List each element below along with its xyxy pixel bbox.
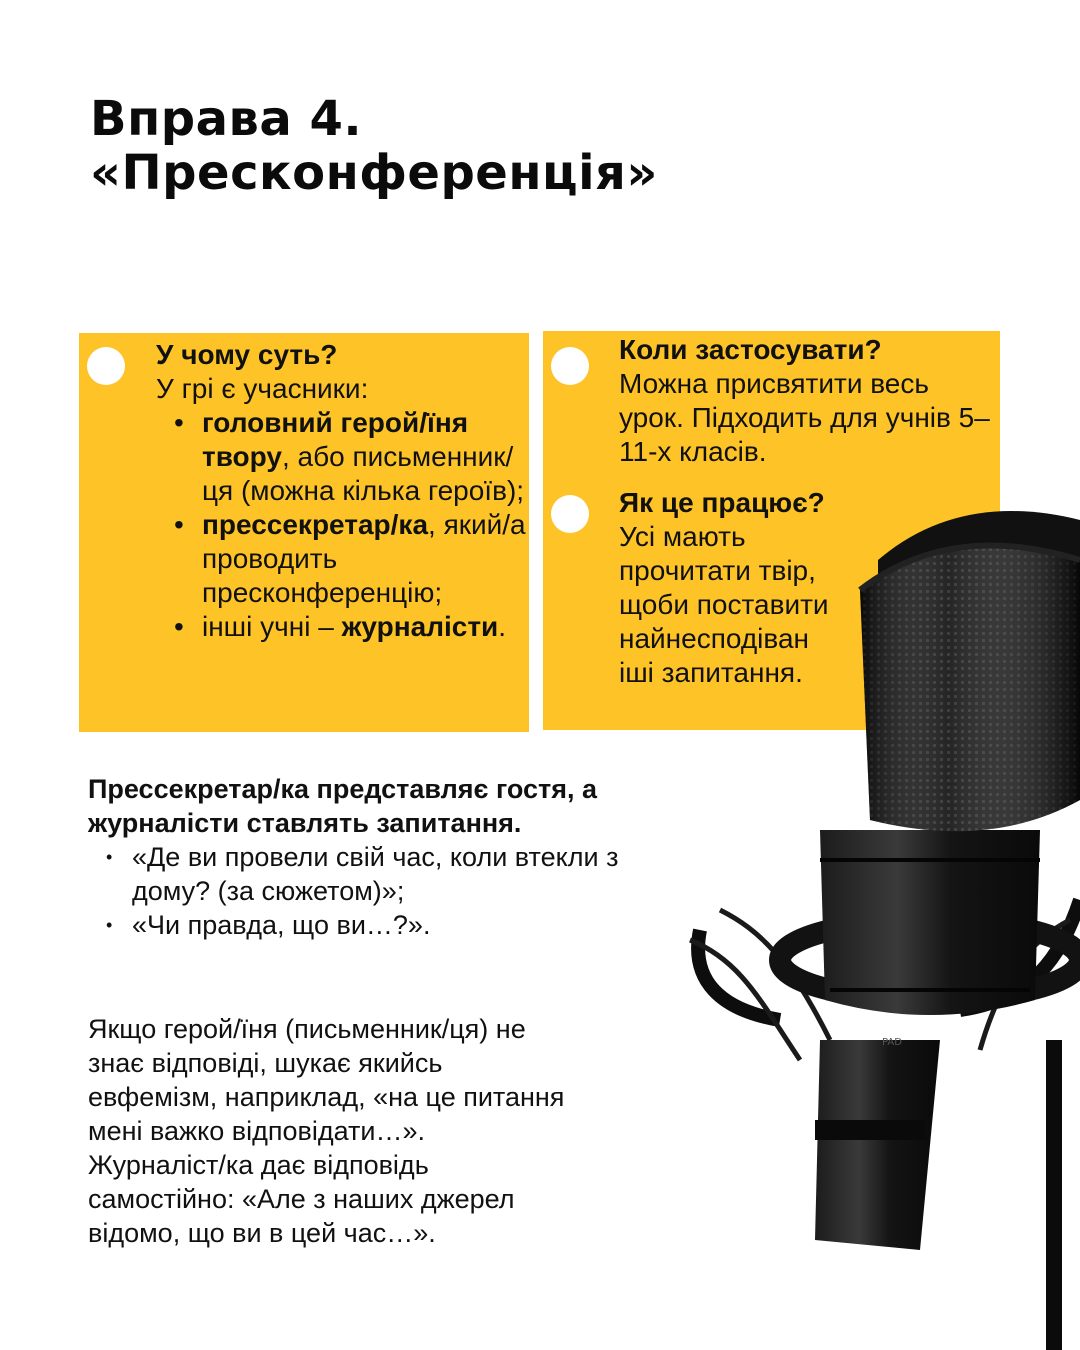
how-line: Усі мають: [619, 521, 746, 552]
how-block: [619, 486, 899, 690]
how-line: найнесподіван: [619, 623, 809, 654]
press-heading: Прессекретар/ка представляє гостя, а журналісти ставлять запитання.: [88, 774, 597, 838]
when-text: Можна присвятити весь урок. Підходить для учнів 5–11-х класів.: [619, 368, 990, 467]
essence-block: [156, 338, 536, 644]
essence-heading: У чому суть?: [156, 339, 338, 370]
bullet-dot-how: [551, 495, 589, 533]
how-line: прочитати твір,: [619, 555, 816, 586]
note-line: Журналіст/ка дає відповідь: [88, 1150, 429, 1180]
how-line: щоби поставити: [619, 589, 829, 620]
title-line-1: Вправа 4.: [90, 91, 363, 147]
how-line: іші запитання.: [619, 657, 803, 688]
when-heading: Коли застосувати?: [619, 334, 882, 365]
question-examples: [88, 840, 648, 942]
note-paragraph: [88, 1012, 688, 1250]
title-line-2: «Пресконференція»: [90, 145, 658, 201]
essence-intro: У грі є учасники:: [156, 373, 369, 404]
page-title: [90, 92, 658, 200]
question-item: • «Чи правда, що ви…?».: [132, 908, 648, 942]
bullet-dot-essence: [87, 347, 125, 385]
bullet-dot-when: [551, 347, 589, 385]
when-block: [619, 333, 994, 469]
mic-pad-label: PAD: [882, 1037, 902, 1048]
note-line: відомо, що ви в цей час…».: [88, 1218, 436, 1248]
how-heading: Як це працює?: [619, 487, 825, 518]
note-line: евфемізм, наприклад, «на це питання: [88, 1082, 565, 1112]
note-line: Якщо герой/їня (письменник/ця) не: [88, 1014, 526, 1044]
note-line: самостійно: «Але з наших джерел: [88, 1184, 515, 1214]
role-item-hero: • головний герой/їня твору, або письменник/ця (можна кілька героїв);: [202, 406, 536, 508]
note-line: знає відповіді, шукає якийсь: [88, 1048, 443, 1078]
role-item-secretary: • прессекретар/ка, який/а проводить пресконференцію;: [202, 508, 536, 610]
note-line: мені важко відповідати…».: [88, 1116, 425, 1146]
question-item: • «Де ви провели свій час, коли втекли з дому? (за сюжетом)»;: [132, 840, 648, 908]
press-section: [88, 772, 648, 942]
roles-list: [156, 406, 536, 644]
role-item-journalists: • інші учні – журналісти.: [202, 610, 536, 644]
